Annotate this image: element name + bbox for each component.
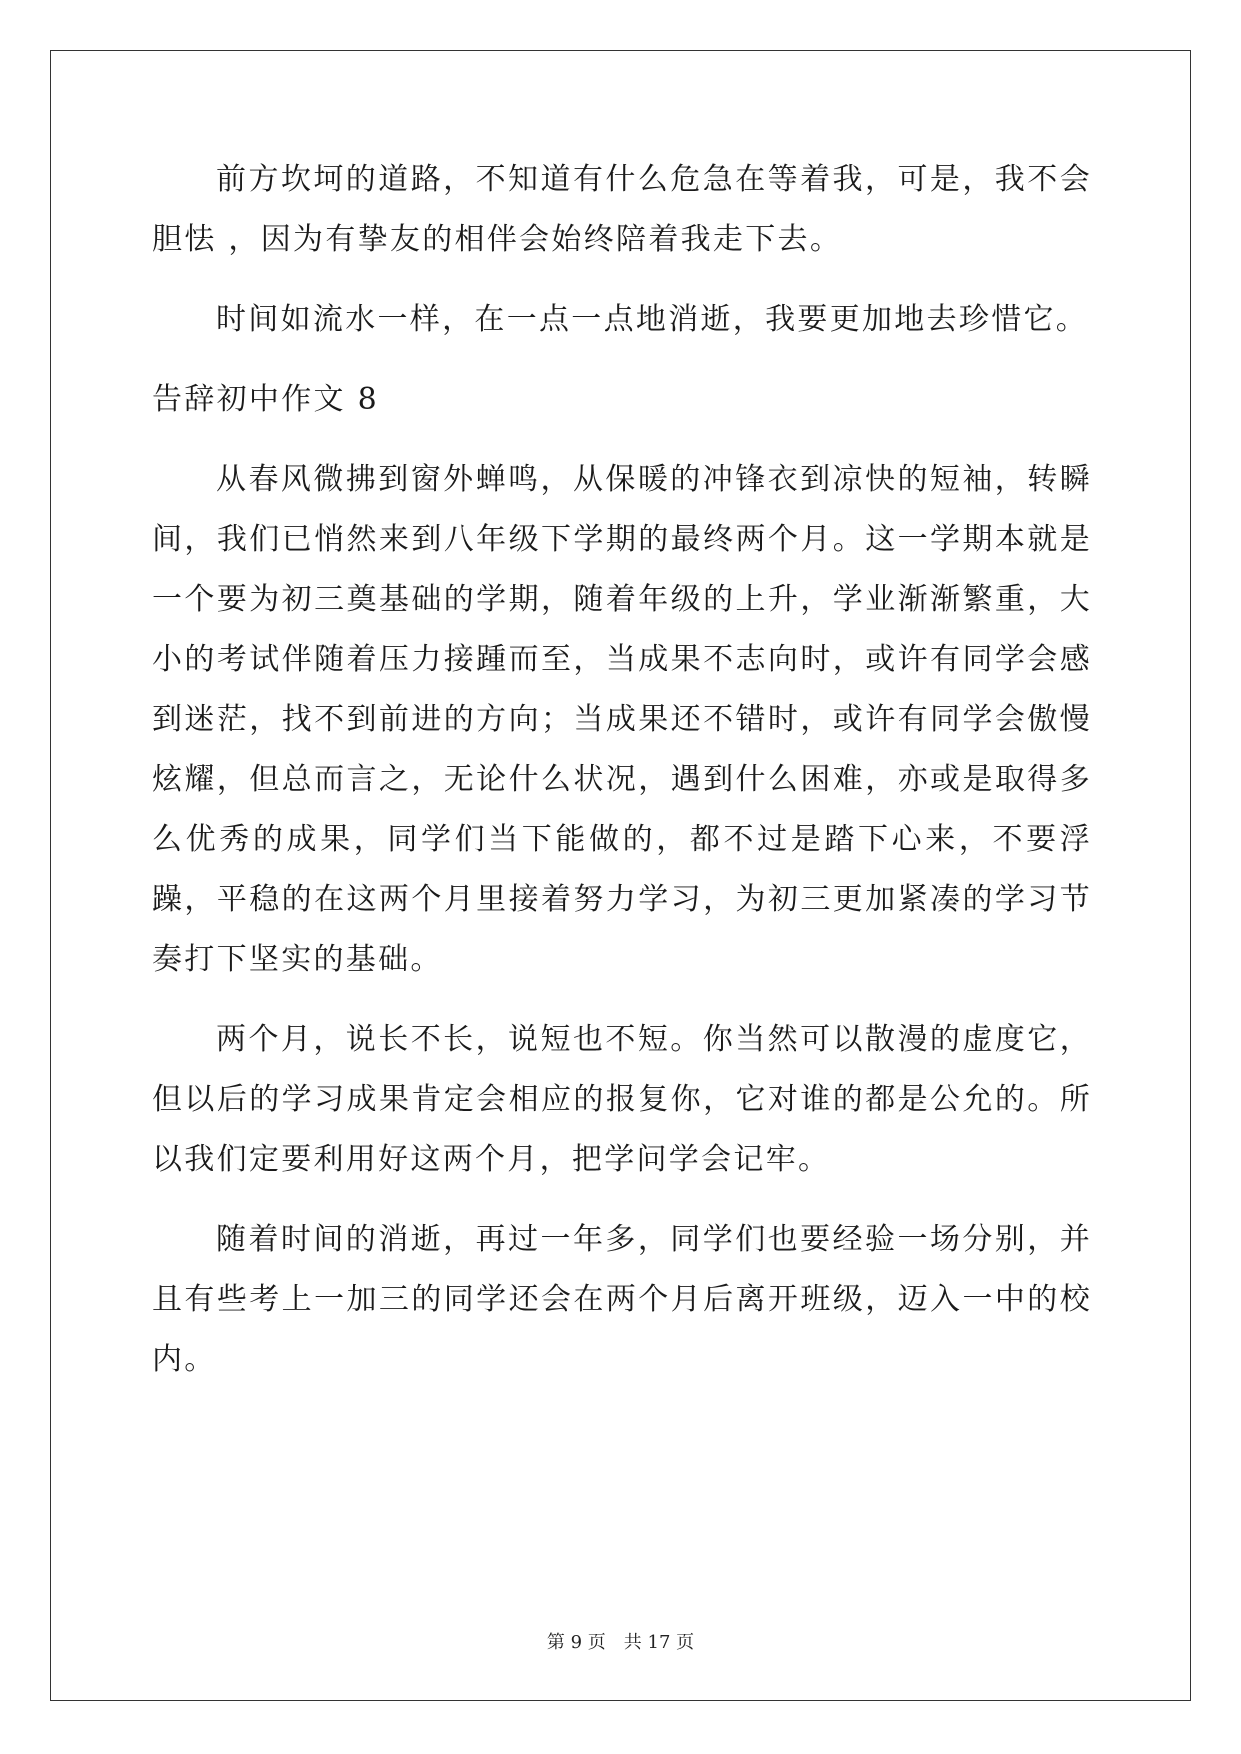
paragraph: 从春风微拂到窗外蝉鸣，从保暖的冲锋衣到凉快的短袖，转瞬间，我们已悄然来到八年级下学期的最终两个月。这一学期本就是一个要为初三奠基础的学期，随着年级的上升，学业渐渐繁重，大小的考试伴随着压力接踵而至，当成果不志向时，或许有同学会感到迷茫，找不到前进的方向；当成果还不错时，或许有同学会傲慢炫耀，但总而言之，无论什么状况，遇到什么困难，亦或是取得多么优秀的成果，同学们当下能做的，都不过是踏下心来，不要浮躁，平稳的在这两个月里接着努力学习，为初三更加紧凑的学习节奏打下坚实的基础。 <box>152 462 1092 977</box>
page-footer <box>0 1628 1241 1654</box>
paragraph: 时间如流水一样，在一点一点地消逝，我要更加地去珍惜它。 <box>216 302 1089 337</box>
paragraph: 前方坎坷的道路，不知道有什么危急在等着我，可是，我不会胆怯 ，因为有挚友的相伴会始终陪着我走下去。 <box>152 162 1092 257</box>
page-number: 第 9 页 <box>546 1632 606 1653</box>
paragraph: 随着时间的消逝，再过一年多，同学们也要经验一场分别，并且有些考上一加三的同学还会在两个月后离开班级，迈入一中的校内。 <box>152 1222 1092 1377</box>
page-total: 共 17 页 <box>623 1632 695 1653</box>
paragraph: 两个月，说长不长，说短也不短。你当然可以散漫的虚度它，但以后的学习成果肯定会相应的报复你，它对谁的都是公允的。所以我们定要利用好这两个月，把学问学会记牢。 <box>152 1022 1092 1177</box>
document-body <box>152 150 1092 1410</box>
section-heading: 告辞初中作文 8 <box>152 382 380 417</box>
